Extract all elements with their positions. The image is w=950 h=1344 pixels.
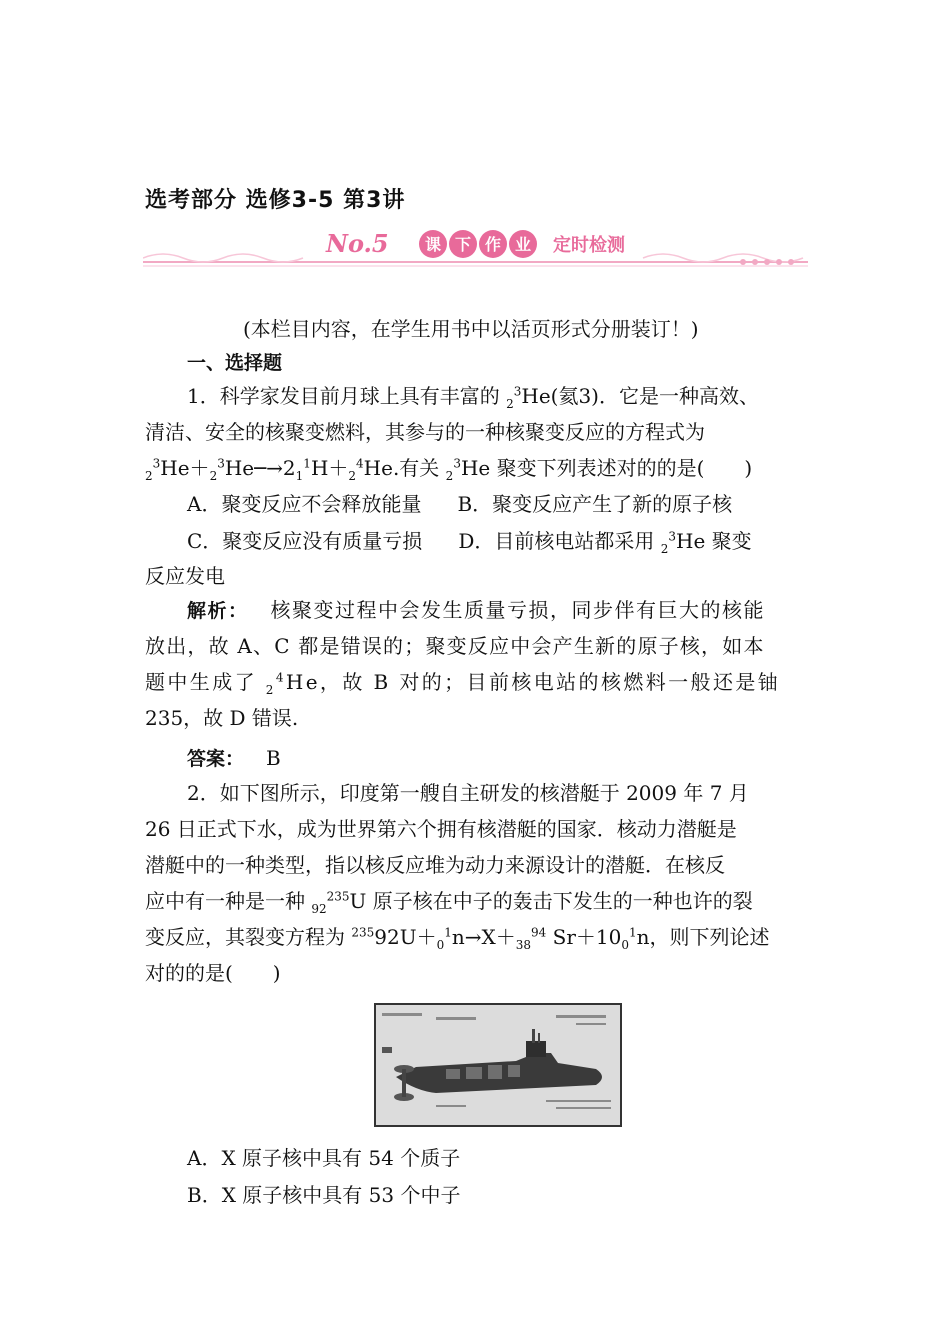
q1-answer	[187, 740, 857, 777]
q1-option-b[interactable]: B．聚变反应产生了新的原子核	[457, 492, 733, 516]
q1-stem-line: 清洁、安全的核聚变燃料，其参与的一种核聚变反应的方程式为	[145, 420, 705, 444]
q2-equation: 变反应，其裂变方程为 $^{235}92U+_0^1n\to X+_{38}^{94}$ $Sr+10_0^1n$，则下列论述	[145, 925, 770, 952]
answer-value: B	[266, 746, 281, 770]
q2-stem-line: 对的的是( )	[145, 961, 281, 985]
q2-stem-line: 2．如下图所示，印度第一艘自主研发的核潜艇于 2009 年 7 月	[187, 781, 749, 805]
q2-option-a[interactable]: A．X 原子核中具有 54 个质子	[187, 1146, 461, 1170]
q1-analysis: 解析： 核聚变过程中会发生质量亏损，同步伴有巨大的核能	[187, 598, 766, 622]
banner-circle-char: 作	[484, 235, 502, 254]
q1-option-d[interactable]: D．目前核电站都采用 $_2^3$He 聚变	[458, 529, 752, 556]
q1-option-a[interactable]: A．聚变反应不会释放能量	[187, 492, 422, 516]
q1-analysis-line: 放出，故 A、C 都是错误的；聚变反应中会产生新的原子核，如本	[145, 634, 765, 658]
q1-option-c[interactable]: C．聚变反应没有质量亏损	[187, 529, 423, 553]
banner-number: No.5	[326, 229, 389, 258]
banner-circle-char: 业	[514, 235, 532, 254]
banner-tagline: 定时检测	[553, 235, 625, 256]
q2-stem-line: 应中有一种是一种 $_{92}^{235}$U 原子核在中子的轰击下发生的一种也许的裂	[145, 889, 753, 916]
q2-stem-line: 潜艇中的一种类型，指以核反应堆为动力来源设计的潜艇．在核反	[145, 853, 725, 877]
q1-equation: $_2^3He+_2^3He─\to 2_1^1H+_2^4He$.有关 $_2^3$He 聚变下列表述对的的是( )	[145, 456, 753, 483]
homework-banner	[143, 222, 808, 274]
q1-stem-line: 1．科学家发目前月球上具有丰富的 $_2^3$He(氦3)．它是一种高效、	[187, 384, 759, 411]
answer-label: 答案：	[187, 748, 245, 770]
banner-circle-char: 下	[454, 235, 472, 254]
q1-option-d-cont: 反应发电	[145, 564, 225, 588]
q1-analysis-line: 235，故 D 错误.	[145, 706, 299, 730]
submarine-figure	[374, 1003, 622, 1127]
q2-option-b[interactable]: B．X 原子核中具有 53 个中子	[187, 1183, 461, 1207]
binding-note: (本栏目内容，在学生用书中以活页形式分册装订！)	[243, 317, 699, 341]
page-title: 选考部分 选修3-5 第3讲	[145, 188, 406, 213]
banner-circle-char: 课	[424, 235, 442, 254]
submarine-image	[376, 1005, 620, 1125]
analysis-label: 解析：	[187, 600, 249, 622]
q1-options-ab	[187, 486, 857, 522]
q1-options-cd	[187, 523, 857, 559]
q2-stem-line: 26 日正式下水，成为世界第六个拥有核潜艇的国家．核动力潜艇是	[145, 817, 737, 841]
section-title: 一、选择题	[187, 352, 283, 374]
q1-analysis-line: 题中生成了 $_2^4$He，故 B 对的；目前核电站的核燃料一般还是铀	[145, 670, 781, 697]
